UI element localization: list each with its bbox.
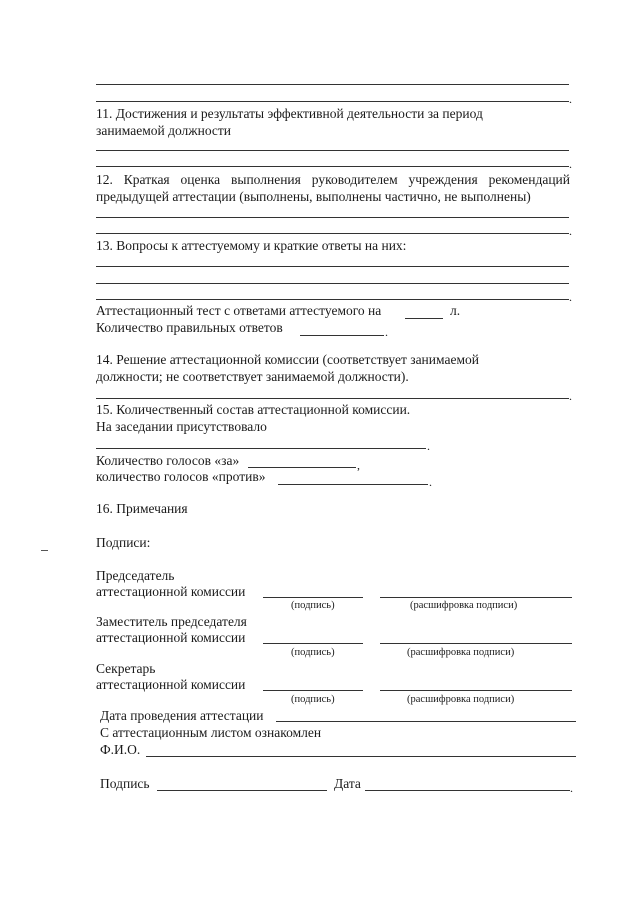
date-label: Дата [334, 776, 361, 791]
line-end-dot: . [570, 781, 573, 795]
signature-field[interactable] [157, 790, 327, 791]
chair-label-cont: аттестационной комиссии [96, 584, 246, 599]
deputy-sign-caption: (подпись) [291, 647, 335, 658]
test-pages-unit: л. [450, 303, 461, 318]
deputy-label: Заместитель председателя [96, 614, 247, 629]
date-field[interactable] [365, 790, 570, 791]
item-15-title: 15. Количественный состав аттестационной комиссии. [96, 402, 411, 417]
item-14-title: 14. Решение аттестационной комиссии (соответствует занимаемой [96, 352, 479, 367]
item-11-title-cont: занимаемой должности [96, 123, 232, 138]
secretary-decode-caption: (расшифровка подписи) [407, 694, 515, 705]
correct-answers-label: Количество правильных ответов [96, 320, 283, 335]
correct-answers-field[interactable] [300, 335, 384, 336]
present-field[interactable] [96, 448, 426, 449]
item-12-title: 12. Краткая оценка выполнения руководителем учреждения рекомендаций [96, 172, 570, 187]
line-end-dot: . [569, 92, 572, 106]
present-label: На заседании присутствовало [96, 419, 267, 434]
chair-decode-caption: (расшифровка подписи) [410, 600, 518, 611]
line-end-dot: , [357, 458, 360, 472]
answer-line[interactable] [96, 166, 569, 167]
line-end-dot: . [385, 325, 388, 339]
line-end-dot: . [569, 290, 572, 304]
secretary-signature-field[interactable] [263, 690, 363, 691]
item-13-title: 13. Вопросы к аттестуемому и краткие ответы на них: [96, 238, 407, 253]
line-end-dot: . [569, 389, 572, 403]
item-16-title: 16. Примечания [96, 501, 188, 516]
signature-label: Подпись [100, 776, 150, 791]
margin-tick [41, 550, 48, 551]
item-11-title: 11. Достижения и результаты эффективной деятельности за период [96, 106, 483, 121]
item-12-title-cont: предыдущей аттестации (выполнены, выполнены частично, не выполнены) [96, 189, 531, 204]
chair-sign-caption: (подпись) [291, 600, 335, 611]
deputy-signature-field[interactable] [263, 643, 363, 644]
secretary-label: Секретарь [96, 661, 156, 676]
votes-against-field[interactable] [278, 484, 428, 485]
chair-label: Председатель [96, 568, 175, 583]
test-label: Аттестационный тест с ответами аттестуемого на [96, 303, 382, 318]
fio-field[interactable] [146, 756, 576, 757]
votes-for-field[interactable] [248, 467, 356, 468]
secretary-sign-caption: (подпись) [291, 694, 335, 705]
answer-line[interactable] [96, 266, 569, 267]
chair-name-field[interactable] [380, 597, 572, 598]
answer-line[interactable] [96, 150, 569, 151]
line-end-dot: . [427, 439, 430, 453]
chair-signature-field[interactable] [263, 597, 363, 598]
answer-line[interactable] [96, 217, 569, 218]
votes-against-label: количество голосов «против» [96, 469, 266, 484]
secretary-name-field[interactable] [380, 690, 572, 691]
answer-line[interactable] [96, 283, 569, 284]
answer-line[interactable] [96, 84, 569, 85]
acquainted-label: С аттестационным листом ознакомлен [100, 725, 322, 740]
deputy-name-field[interactable] [380, 643, 572, 644]
deputy-label-cont: аттестационной комиссии [96, 630, 246, 645]
test-pages-field[interactable] [405, 318, 443, 319]
votes-for-label: Количество голосов «за» [96, 453, 240, 468]
deputy-decode-caption: (расшифровка подписи) [407, 647, 515, 658]
attestation-date-field[interactable] [276, 721, 576, 722]
answer-line[interactable] [96, 101, 569, 102]
attestation-date-label: Дата проведения аттестации [100, 708, 264, 723]
signatures-heading: Подписи: [96, 535, 151, 550]
fio-label: Ф.И.О. [100, 742, 141, 757]
item-14-title-cont: должности; не соответствует занимаемой должности). [96, 369, 409, 384]
line-end-dot: . [569, 157, 572, 171]
line-end-dot: . [569, 224, 572, 238]
answer-line[interactable] [96, 233, 569, 234]
line-end-dot: . [429, 475, 432, 489]
answer-line[interactable] [96, 299, 569, 300]
answer-line[interactable] [96, 398, 569, 399]
secretary-label-cont: аттестационной комиссии [96, 677, 246, 692]
